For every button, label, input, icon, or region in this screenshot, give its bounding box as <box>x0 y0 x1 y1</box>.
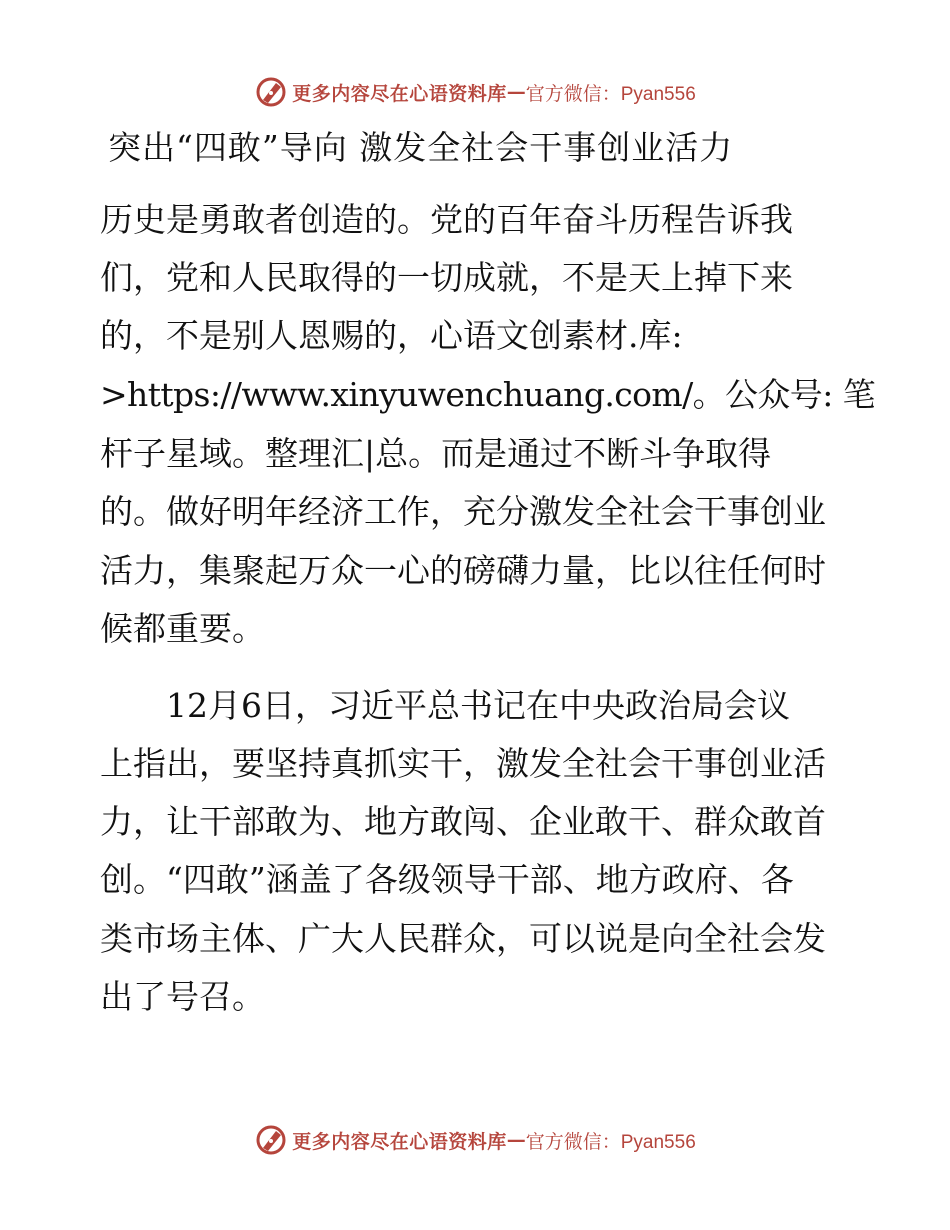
paragraph-line: 力，让干部敢为、地方敢闯、企业敢干、群众敢首 <box>100 802 826 841</box>
banner-separator: — <box>506 81 526 103</box>
paragraph-line: 活力，集聚起万众一心的磅礴力量，比以往任何时 <box>100 551 826 590</box>
paragraph-line: 的。做好明年经济工作，充分激发全社会干事创业 <box>100 492 826 531</box>
paragraph-line: 历史是勇敢者创造的。党的百年奋斗历程告诉我 <box>100 200 793 239</box>
paragraph-line: 的，不是别人恩赐的，心语文创素材.库: <box>100 316 683 355</box>
paragraph-line: >https://www.xinyuwenchuang.com/。公众号: 笔 <box>100 375 875 414</box>
paragraph-line: 创。“四敢”涵盖了各级领导干部、地方政府、各 <box>100 860 794 899</box>
footer-banner <box>0 1120 950 1160</box>
pen-logo-icon <box>254 1123 288 1157</box>
paragraph-line: 12月6日，习近平总书记在中央政治局会议 <box>100 686 790 725</box>
banner-text: 更多内容尽在心语资料库 <box>292 82 507 105</box>
header-banner <box>0 72 950 112</box>
paragraph-line: 杆子星域。整理汇|总。而是通过不断斗争取得 <box>100 434 772 473</box>
banner-contact-id: Pyan556 <box>620 1131 696 1153</box>
paragraph-line: 候都重要。 <box>100 609 265 648</box>
banner-text: 更多内容尽在心语资料库 <box>292 1130 507 1153</box>
banner-contact-id: Pyan556 <box>620 83 696 105</box>
paragraph-line: 类市场主体、广大人民群众，可以说是向全社会发 <box>100 919 826 958</box>
banner-contact <box>526 79 696 106</box>
banner-separator: — <box>506 1129 526 1151</box>
paragraph-line: 上指出，要坚持真抓实干，激发全社会干事创业活 <box>100 744 826 783</box>
paragraph-line: 出了号召。 <box>100 977 265 1016</box>
paragraph-line: 们，党和人民取得的一切成就，不是天上掉下来 <box>100 258 793 297</box>
banner-contact <box>526 1127 696 1154</box>
document-title: 突出“四敢”导向 激发全社会干事创业活力 <box>108 128 734 167</box>
pen-logo-icon <box>254 75 288 109</box>
banner-contact-label: 官方微信： <box>525 1130 621 1153</box>
banner-contact-label: 官方微信： <box>525 82 621 105</box>
